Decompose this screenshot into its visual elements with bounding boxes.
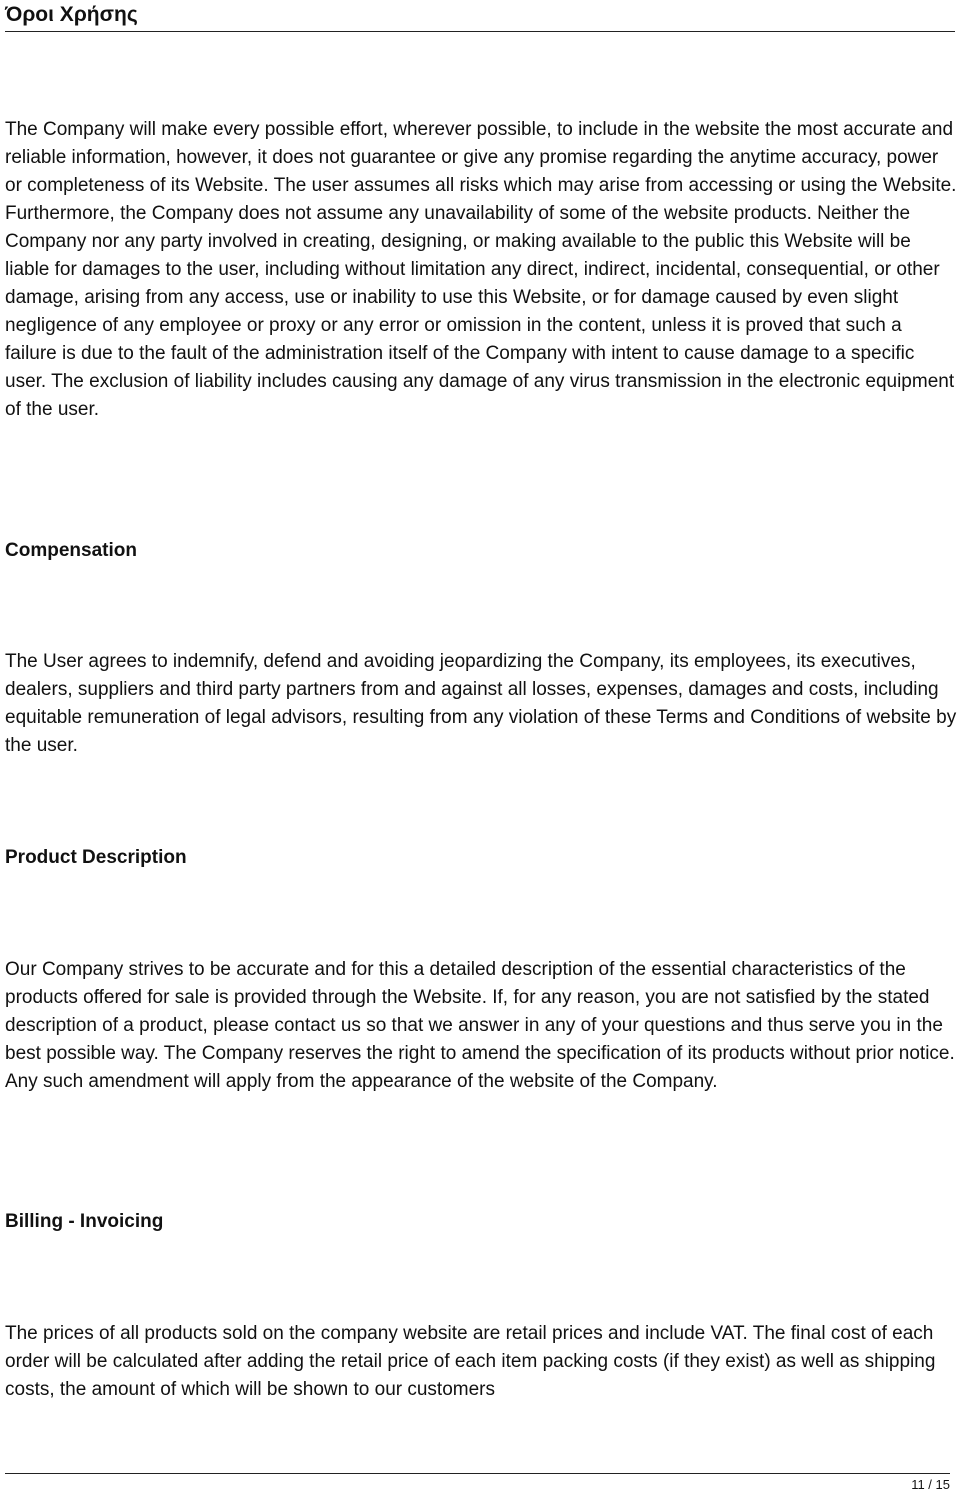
document-title: Όροι Χρήσης bbox=[5, 3, 138, 26]
liability-paragraph: The Company will make every possible effort, wherever possible, to include in the website the most accurate and reliable information, however, it does not guarantee or give any promise regarding the anytime accuracy, power or completeness of its Website. The user assumes all risks which may arise from accessing or using the Website. Furthermore, the Company does not assume any unavailability of some of the website products. Neither the Company nor any party involved in creating, designing, or making available to the public this Website will be liable for damages to the user, including without limitation any direct, indirect, incidental, consequential, or other damage, arising from any access, use or inability to use this Website, or for damage caused by even slight negligence of any employee or proxy or any error or omission in the content, unless it is proved that such a failure is due to the fault of the administration itself of the Company with intent to cause damage to a specific user. The exclusion of liability includes causing any damage of any virus transmission in the electronic equipment of the user. bbox=[5, 119, 957, 420]
page-header bbox=[5, 0, 955, 32]
page-number: 11 / 15 bbox=[911, 1477, 950, 1492]
compensation-heading: Compensation bbox=[5, 540, 137, 561]
billing-paragraph: The prices of all products sold on the company website are retail prices and include VAT. The final cost of each order will be calculated after adding the retail price of each item packing costs (if they exist) as well as shipping costs, the amount of which will be shown to our customers bbox=[5, 1323, 936, 1400]
product-description-paragraph: Our Company strives to be accurate and for this a detailed description of the essential characteristics of the products offered for sale is provided through the Website. If, for any reason, you are not satisfied by the stated description of a product, please contact us so that we answer in any of your questions and thus serve you in the best possible way. The Company reserves the right to amend the specification of its products without prior notice. Any such amendment will apply from the appearance of the website of the Company. bbox=[5, 959, 955, 1092]
product-description-heading: Product Description bbox=[5, 847, 187, 868]
compensation-paragraph: The User agrees to indemnify, defend and avoiding jeopardizing the Company, its employees, its executives, dealers, suppliers and third party partners from and against all losses, expenses, damages and costs, including equitable remuneration of legal advisors, resulting from any violation of these Terms and Conditions of website by the user. bbox=[5, 651, 957, 756]
page-footer bbox=[5, 1473, 950, 1492]
billing-heading: Billing - Invoicing bbox=[5, 1211, 164, 1232]
